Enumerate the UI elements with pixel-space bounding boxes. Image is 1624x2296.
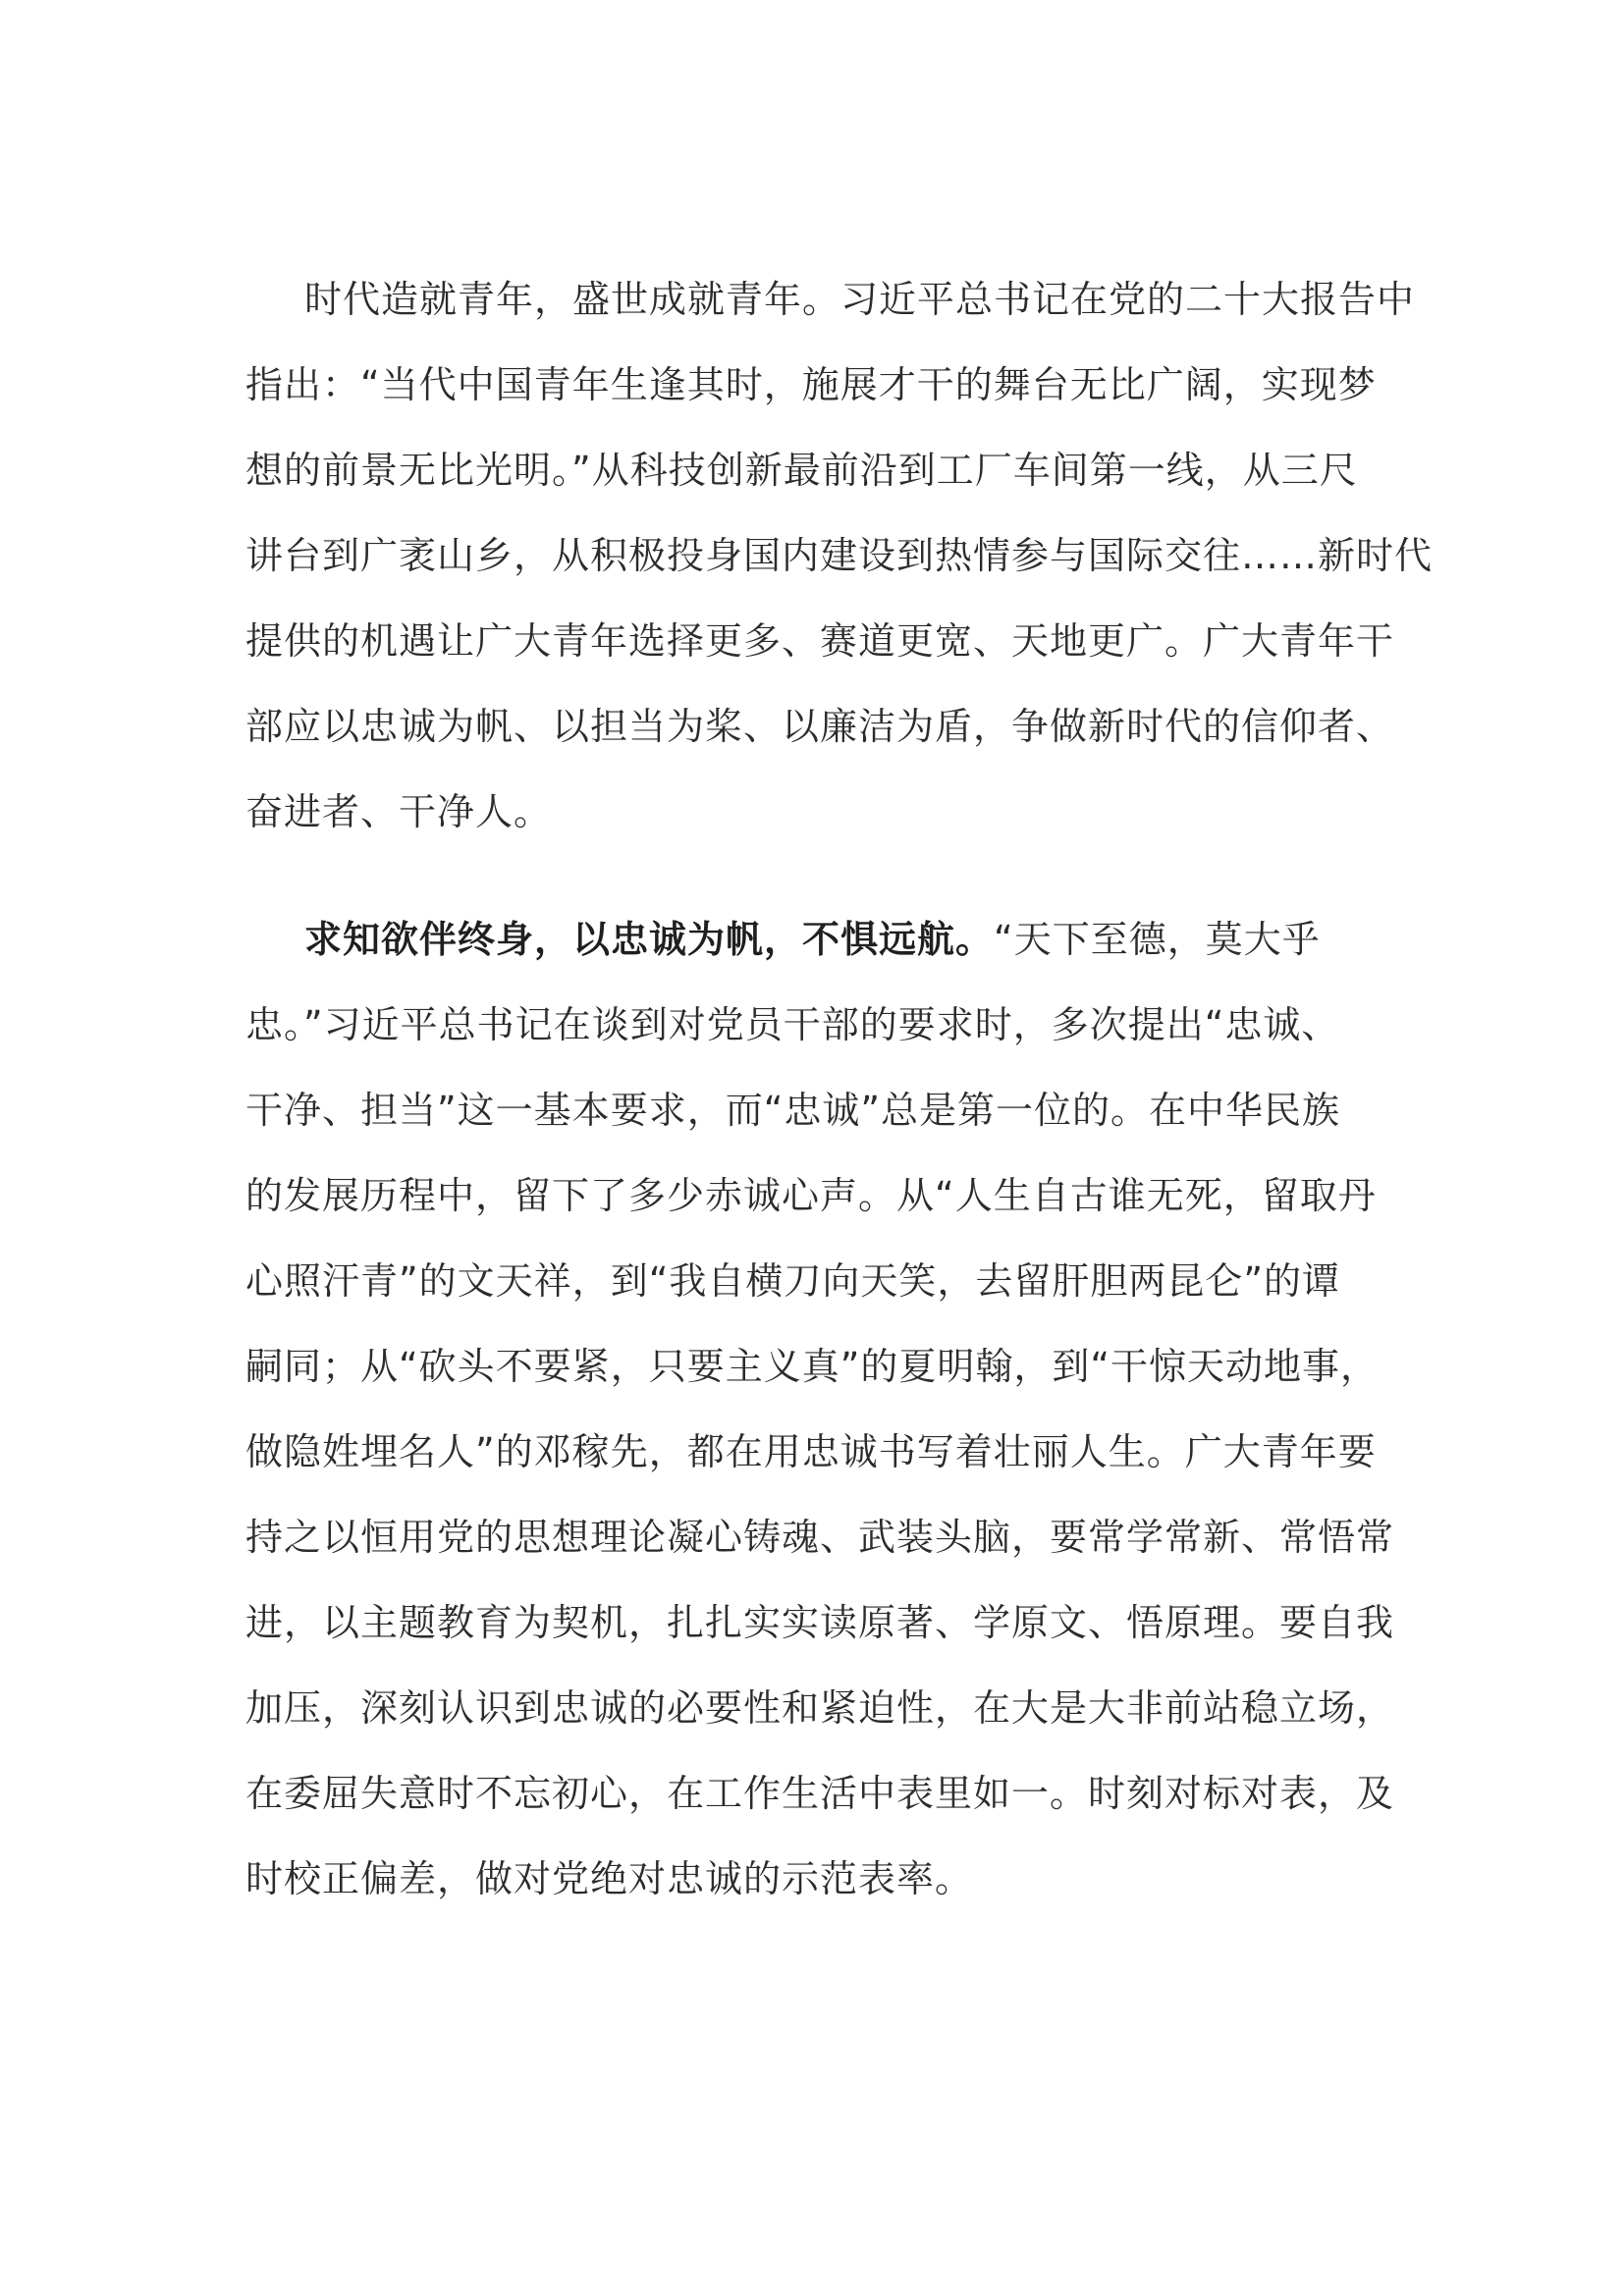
paragraph-2-line: 做隐姓埋名人”的邓稼先，都在用忠诚书写着壮丽人生。广大青年要 [245,1430,1377,1473]
paragraph-1-line: 奋进者、干净人。 [245,790,553,833]
paragraph-1-line: 想的前景无比光明。”从科技创新最前沿到工厂车间第一线，从三尺 [245,449,1358,492]
paragraph-2-first-line [245,897,1384,983]
paragraph-2-line: 的发展历程中，留下了多少赤诚心声。从“人生自古谁无死，留取丹 [245,1174,1377,1217]
paragraph-2-line: 心照汗青”的文天祥，到“我自横刀向天笑，去留肝胆两昆仑”的谭 [245,1259,1341,1303]
paragraph-1 [245,257,1434,855]
paragraph-2-line: 在委屈失意时不忘初心，在工作生活中表里如一。时刻对标对表，及 [245,1772,1395,1815]
paragraph-2-line: 加压，深刻认识到忠诚的必要性和紧迫性，在大是大非前站稳立场， [245,1686,1395,1730]
paragraph-2-line: 时校正偏差，做对党绝对忠诚的示范表率。 [245,1857,974,1900]
paragraph-2-line: 持之以恒用党的思想理论凝心铸魂、武装头脑，要常学常新、常悟常 [245,1516,1395,1559]
paragraph-2-line: 忠。”习近平总书记在谈到对党员干部的要求时，多次提出“忠诚、 [245,1003,1340,1046]
document-body [245,257,1434,1922]
paragraph-spacer [245,855,1384,897]
paragraph-1-line: 讲台到广袤山乡，从积极投身国内建设到热情参与国际交往……新时代 [245,534,1434,577]
paragraph-2-line: 干净、担当”这一基本要求，而“忠诚”总是第一位的。在中华民族 [245,1089,1341,1132]
paragraph-1-line: 指出：“当代中国青年生逢其时，施展才干的舞台无比广阔，实现梦 [245,363,1377,406]
paragraph-2 [245,897,1395,1922]
paragraph-2-line: 嗣同；从“砍头不要紧，只要主义真”的夏明翰，到“干惊天动地事， [245,1345,1380,1388]
paragraph-1-line: 提供的机遇让广大青年选择更多、赛道更宽、天地更广。广大青年干 [245,619,1395,663]
paragraph-1-line: 时代造就青年，盛世成就青年。习近平总书记在党的二十大报告中 [304,278,1416,321]
paragraph-2-heading: 求知欲伴终身，以忠诚为帆，不惧远航。 [304,918,995,961]
paragraph-2-first-line-text: “天下至德，莫大乎 [994,918,1321,961]
paragraph-1-line: 部应以忠诚为帆、以担当为桨、以廉洁为盾，争做新时代的信仰者、 [245,705,1395,748]
paragraph-2-line: 进，以主题教育为契机，扎扎实实读原著、学原文、悟原理。要自我 [245,1601,1395,1644]
